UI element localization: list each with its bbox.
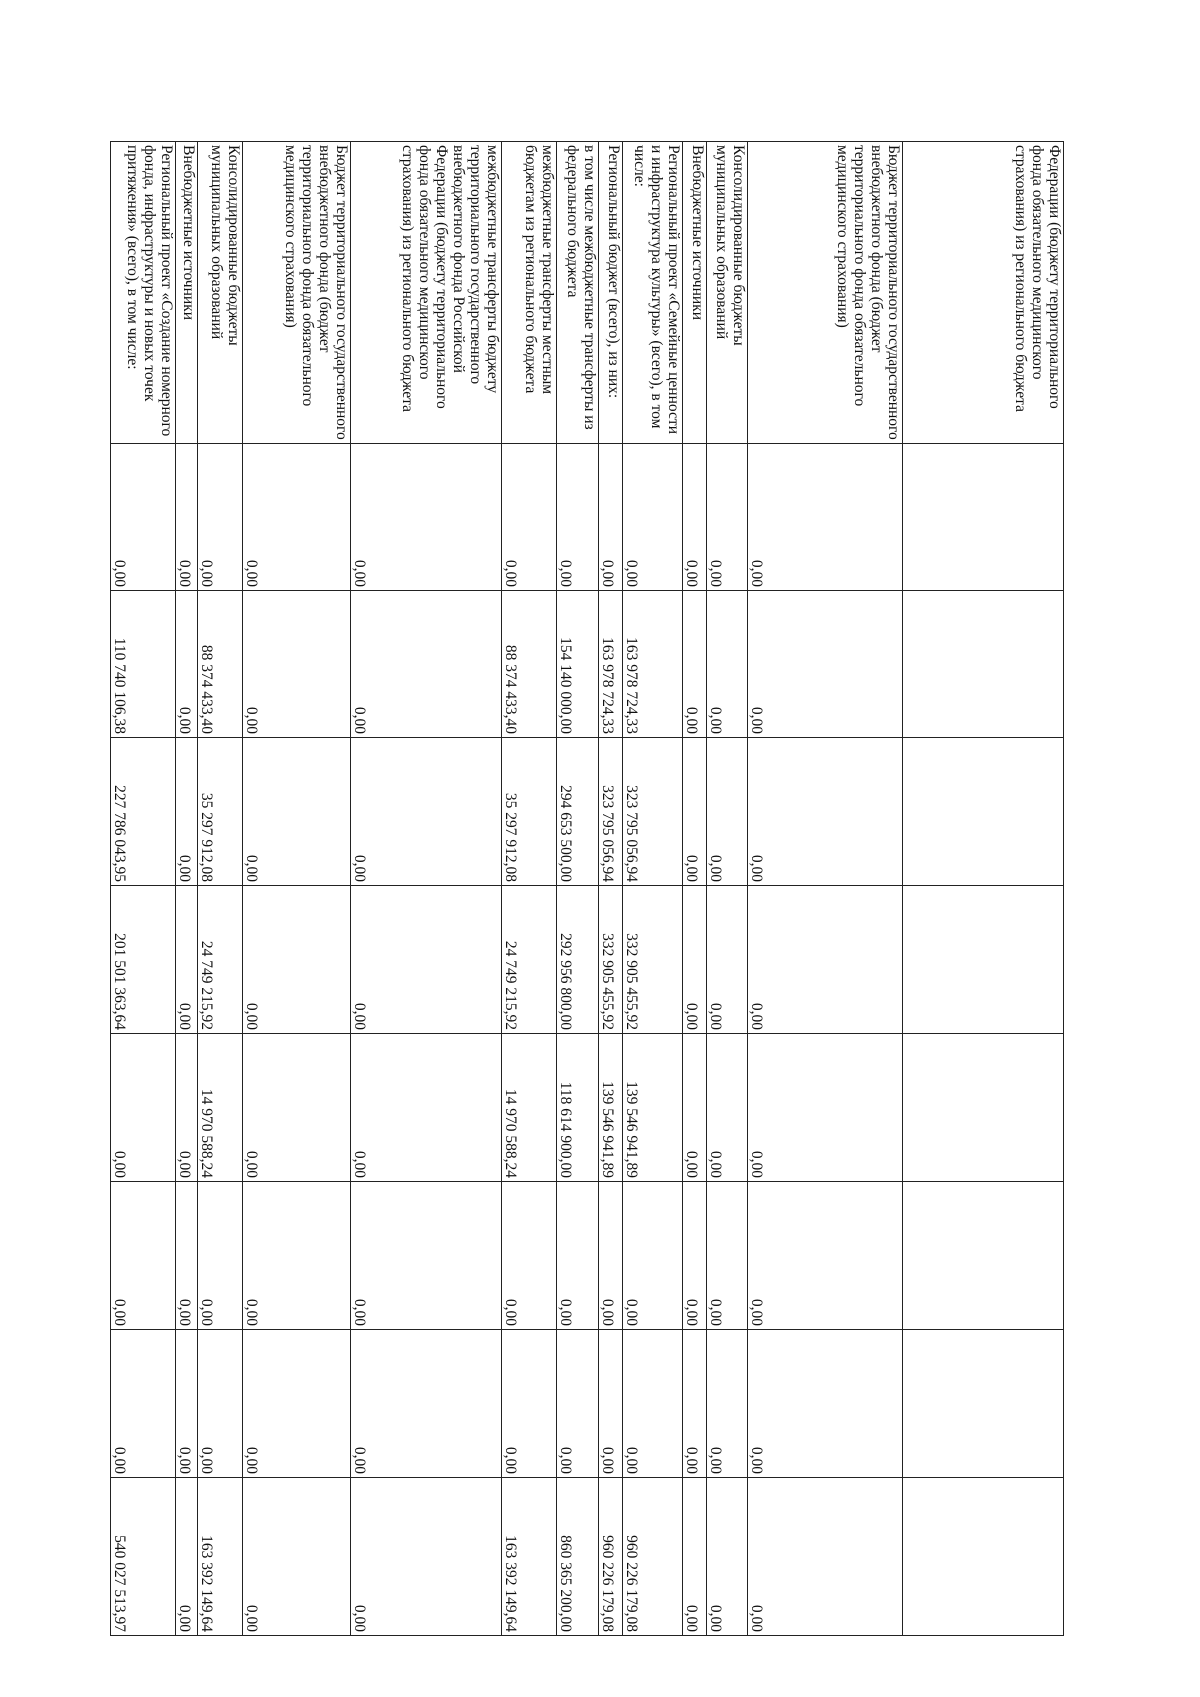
value-cell: 0,00 [175, 1034, 197, 1182]
value-cell: 0,00 [747, 1330, 902, 1478]
value-cell: 0,00 [707, 1182, 748, 1330]
value-cell: 0,00 [747, 1034, 902, 1182]
value-cell: 163 392 149,64 [197, 1478, 242, 1636]
value-cell: 0,00 [350, 1478, 502, 1636]
value-cell: 163 978 724,33 [598, 591, 622, 738]
value-cell [903, 886, 1064, 1034]
table-row [556, 142, 598, 1636]
value-cell: 0,00 [243, 591, 351, 738]
value-cell: 0,00 [707, 1478, 748, 1636]
value-cell: 0,00 [683, 591, 707, 738]
value-cell: 0,00 [622, 1182, 682, 1330]
table-row [111, 142, 176, 1636]
value-cell: 0,00 [350, 886, 502, 1034]
value-cell: 0,00 [502, 444, 556, 591]
value-cell: 0,00 [197, 1182, 242, 1330]
table-row [350, 142, 502, 1636]
value-cell: 0,00 [683, 1182, 707, 1330]
table-row [903, 142, 1064, 1636]
value-cell [903, 738, 1064, 886]
value-cell: 0,00 [683, 886, 707, 1034]
value-cell: 24 749 215,92 [197, 886, 242, 1034]
row-label: в том числе межбюджетные трансферты из федерального бюджета [556, 142, 598, 444]
value-cell: 294 653 500,00 [556, 738, 598, 886]
value-cell: 0,00 [683, 444, 707, 591]
value-cell: 0,00 [111, 1182, 176, 1330]
value-cell: 0,00 [350, 591, 502, 738]
value-cell: 540 027 513,97 [111, 1478, 176, 1636]
value-cell: 0,00 [707, 1034, 748, 1182]
value-cell: 0,00 [747, 738, 902, 886]
value-cell: 0,00 [175, 444, 197, 591]
value-cell: 163 978 724,33 [622, 591, 682, 738]
value-cell: 0,00 [243, 886, 351, 1034]
value-cell: 292 956 800,00 [556, 886, 598, 1034]
value-cell: 0,00 [747, 591, 902, 738]
row-label: Региональный проект «Семейные ценности и инфраструктура культуры» (всего), в том числе: [622, 142, 682, 444]
value-cell: 0,00 [350, 1330, 502, 1478]
budget-table [110, 141, 1064, 1636]
value-cell [903, 1182, 1064, 1330]
row-label: Региональный бюджет (всего), из них: [598, 142, 622, 444]
value-cell: 0,00 [350, 1182, 502, 1330]
row-label: Внебюджетные источники [175, 142, 197, 444]
value-cell: 0,00 [175, 1182, 197, 1330]
value-cell: 14 970 588,24 [197, 1034, 242, 1182]
value-cell: 163 392 149,64 [502, 1478, 556, 1636]
value-cell: 24 749 215,92 [502, 886, 556, 1034]
value-cell: 14 970 588,24 [502, 1034, 556, 1182]
table-row [175, 142, 197, 1636]
value-cell: 0,00 [175, 738, 197, 886]
value-cell: 0,00 [243, 1330, 351, 1478]
table-row [243, 142, 351, 1636]
value-cell: 227 786 043,95 [111, 738, 176, 886]
row-label: Бюджет территориального государственного внебюджетного фонда (бюджет территориального фонда обязательного медицинского страхования) [747, 142, 902, 444]
value-cell: 0,00 [556, 1182, 598, 1330]
value-cell: 0,00 [243, 738, 351, 886]
value-cell: 0,00 [598, 1330, 622, 1478]
value-cell: 0,00 [622, 1330, 682, 1478]
value-cell: 323 795 056,94 [598, 738, 622, 886]
value-cell: 0,00 [175, 1330, 197, 1478]
row-label: межбюджетные трансферты бюджету территориального государственного внебюджетного фонда Российской Федерации (бюджету территориального фонда обязательного медицинского страхования) из регионального бюджета [350, 142, 502, 444]
value-cell: 0,00 [502, 1330, 556, 1478]
value-cell: 88 374 433,40 [502, 591, 556, 738]
value-cell: 0,00 [350, 738, 502, 886]
value-cell: 0,00 [243, 1478, 351, 1636]
value-cell: 0,00 [243, 1182, 351, 1330]
value-cell: 110 740 106,38 [111, 591, 176, 738]
value-cell: 139 546 941,89 [622, 1034, 682, 1182]
value-cell: 0,00 [707, 444, 748, 591]
value-cell: 0,00 [111, 1034, 176, 1182]
value-cell: 0,00 [683, 738, 707, 886]
table-row [707, 142, 748, 1636]
value-cell: 0,00 [622, 444, 682, 591]
row-label: Консолидированные бюджеты муниципальных образований [707, 142, 748, 444]
value-cell [903, 591, 1064, 738]
row-label: Федерации (бюджету территориального фонда обязательного медицинского страхования) из регионального бюджета [903, 142, 1064, 444]
value-cell: 35 297 912,08 [197, 738, 242, 886]
value-cell: 0,00 [747, 1478, 902, 1636]
value-cell: 0,00 [111, 444, 176, 591]
value-cell: 0,00 [243, 444, 351, 591]
value-cell: 0,00 [747, 1182, 902, 1330]
value-cell: 139 546 941,89 [598, 1034, 622, 1182]
value-cell: 0,00 [683, 1034, 707, 1182]
value-cell: 332 905 455,92 [622, 886, 682, 1034]
value-cell: 960 226 179,08 [598, 1478, 622, 1636]
row-label: Консолидированные бюджеты муниципальных образований [197, 142, 242, 444]
value-cell: 0,00 [707, 738, 748, 886]
value-cell [903, 1034, 1064, 1182]
value-cell: 323 795 056,94 [622, 738, 682, 886]
value-cell: 0,00 [707, 886, 748, 1034]
value-cell: 0,00 [502, 1182, 556, 1330]
value-cell: 0,00 [350, 444, 502, 591]
value-cell [903, 444, 1064, 591]
value-cell: 0,00 [175, 1478, 197, 1636]
value-cell: 154 140 000,00 [556, 591, 598, 738]
value-cell: 960 226 179,08 [622, 1478, 682, 1636]
row-label: Внебюджетные источники [683, 142, 707, 444]
table-row [502, 142, 556, 1636]
value-cell: 0,00 [598, 444, 622, 591]
value-cell: 0,00 [197, 1330, 242, 1478]
value-cell: 0,00 [683, 1330, 707, 1478]
table-row [197, 142, 242, 1636]
value-cell: 0,00 [598, 1182, 622, 1330]
value-cell: 201 501 363,64 [111, 886, 176, 1034]
table-row [683, 142, 707, 1636]
value-cell: 332 905 455,92 [598, 886, 622, 1034]
value-cell: 0,00 [747, 886, 902, 1034]
value-cell: 0,00 [197, 444, 242, 591]
table-row [622, 142, 682, 1636]
value-cell: 0,00 [556, 444, 598, 591]
value-cell: 860 365 200,00 [556, 1478, 598, 1636]
value-cell: 0,00 [175, 886, 197, 1034]
table-row [598, 142, 622, 1636]
value-cell [903, 1330, 1064, 1478]
value-cell: 88 374 433,40 [197, 591, 242, 738]
value-cell: 0,00 [175, 591, 197, 738]
value-cell: 0,00 [747, 444, 902, 591]
value-cell: 35 297 912,08 [502, 738, 556, 886]
value-cell: 0,00 [350, 1034, 502, 1182]
value-cell: 0,00 [111, 1330, 176, 1478]
value-cell: 0,00 [683, 1478, 707, 1636]
value-cell: 0,00 [556, 1330, 598, 1478]
value-cell: 0,00 [707, 1330, 748, 1478]
row-label: Региональный проект «Создание номерного фонда, инфраструктуры и новых точек притяжения» (всего), в том числе: [111, 142, 176, 444]
value-cell: 0,00 [243, 1034, 351, 1182]
row-label: межбюджетные трансферты местным бюджетам из регионального бюджета [502, 142, 556, 444]
row-label: Бюджет территориального государственного внебюджетного фонда (бюджет территориального фонда обязательного медицинского страхования) [243, 142, 351, 444]
value-cell: 118 614 900,00 [556, 1034, 598, 1182]
value-cell [903, 1478, 1064, 1636]
table-row [747, 142, 902, 1636]
value-cell: 0,00 [707, 591, 748, 738]
